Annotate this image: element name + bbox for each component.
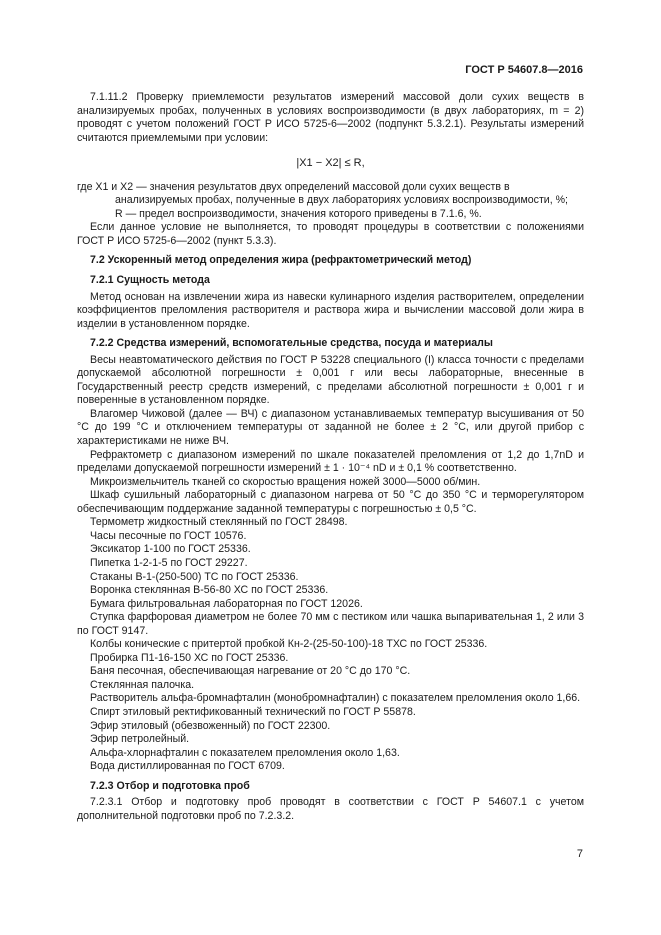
equipment-item: Эфир петролейный. xyxy=(90,733,190,746)
equipment-item: Весы неавтоматического действия по ГОСТ Р 53228 специального (I) класса точности с пределами допускаемой абсолютной погрешности ± 0,001 г или весы лабораторные, внесенные в Государственный реестр средств измерений, с пределами абсолютной погрешности ± 0,001 г и поверенные в установленном порядке. xyxy=(77,353,584,407)
equipment-item: Пробирка П1-16-150 ХС по ГОСТ 25336. xyxy=(90,651,289,664)
heading-7-2-3: 7.2.3 Отбор и подготовка проб xyxy=(90,779,250,792)
equipment-item: Бумага фильтровальная лабораторная по ГОСТ 12026. xyxy=(90,597,363,610)
equipment-item: Альфа-хлорнафталин с показателем преломления около 1,63. xyxy=(90,746,400,759)
equipment-item: Баня песочная, обеспечивающая нагревание от 20 °С до 170 °С. xyxy=(90,665,411,678)
equipment-item: Термометр жидкостный стеклянный по ГОСТ 28498. xyxy=(90,516,348,529)
equipment-item: Ступка фарфоровая диаметром не более 70 мм с пестиком или чашка выпаривательная 1, 2 или 3 по ГОСТ 9147. xyxy=(77,611,584,637)
heading-7-2: 7.2 Ускоренный метод определения жира (рефрактометрический метод) xyxy=(90,254,472,267)
equipment-item: Эфир этиловый (обезвоженный) по ГОСТ 22300. xyxy=(90,719,331,732)
equipment-item: Влагомер Чижовой (далее — ВЧ) с диапазоном устанавливаемых температур высушивания от 50 °С до 199 °С и отключением температуры от заданной не более ± 2 °С, или другой прибор с характеристиками не ниже ВЧ. xyxy=(77,407,584,448)
equipment-item: Пипетка 1-2-1-5 по ГОСТ 29227. xyxy=(90,556,248,569)
paragraph-7-1-11-2: 7.1.11.2 Проверку приемлемости результатов измерений массовой доли сухих веществ в анализируемых пробах, полученных в условиях воспроизводимости (в двух лабораториях, m = 2) проводят с учетом положений ГОСТ Р ИСО 5725-6—2002 (подпункт 5.3.2.1). Результаты измерений считаются приемлемыми при условии: xyxy=(77,91,584,144)
formula: |X1 − X2| ≤ R, xyxy=(296,157,365,170)
document-body xyxy=(77,91,584,823)
equipment-item: Вода дистиллированная по ГОСТ 6709. xyxy=(90,760,285,773)
document-header: ГОСТ Р 54607.8—2016 xyxy=(465,64,583,76)
equipment-item: Стеклянная палочка. xyxy=(90,678,195,691)
page-number: 7 xyxy=(576,848,583,860)
heading-7-2-1: 7.2.1 Сущность метода xyxy=(90,274,210,287)
heading-7-2-2: 7.2.2 Средства измерений, вспомогательные средства, посуда и материалы xyxy=(90,337,493,350)
equipment-item: Растворитель альфа-бромнафталин (монобромнафталин) с показателем преломления около 1,66. xyxy=(90,692,581,705)
equipment-item: Микроизмельчитель тканей со скоростью вращения ножей 3000—5000 об/мин. xyxy=(90,475,481,488)
equipment-item: Стаканы В-1-(250-500) ТС по ГОСТ 25336. xyxy=(90,570,299,583)
equipment-item: Воронка стеклянная В-56-80 ХС по ГОСТ 25336. xyxy=(90,584,329,597)
equipment-item: Спирт этиловый ректификованный технический по ГОСТ Р 55878. xyxy=(90,705,416,718)
paragraph-7-2-1: Метод основан на извлечении жира из навески кулинарного изделия растворителем, определении коэффициентов преломления растворителя и раствора жира и вычислении массовой доли жира в изделии в установленном порядке. xyxy=(77,290,584,330)
formula-definition-x: где X1 и X2 — значения результатов двух определений массовой доли сухих веществ в анализируемых пробах, полученные в двух лабораториях условиях воспроизводимости, %; xyxy=(77,180,568,207)
equipment-item: Рефрактометр с диапазоном измерений по шкале показателей преломления от 1,2 до 1,7nD и пределами допускаемой погрешности измерений ± 1 · 10⁻⁴ nD и ± 0,1 % соответственно. xyxy=(77,448,584,475)
paragraph-7-2-3-1: 7.2.3.1 Отбор и подготовку проб проводят в соответствии с ГОСТ Р 54607.1 с учетом дополнительной подготовки проб по 7.2.3.2. xyxy=(77,796,584,822)
equipment-item: Часы песочные по ГОСТ 10576. xyxy=(90,529,247,542)
equipment-item: Шкаф сушильный лабораторный с диапазоном нагрева от 50 °С до 350 °С и терморегулятором обеспечивающим поддержание заданной температуры с погрешностью ± 0,5 °С. xyxy=(77,489,584,515)
equipment-item: Колбы конические с притертой пробкой Кн-2-(25-50-100)-18 ТХС по ГОСТ 25336. xyxy=(90,638,488,651)
formula-definition-r: R — предел воспроизводимости, значения которого приведены в 7.1.6, %. xyxy=(115,207,482,220)
paragraph-condition: Если данное условие не выполняется, то проводят процедуры в соответствии с положениями ГОСТ Р ИСО 5725-6—2002 (пункт 5.3.3). xyxy=(77,221,584,247)
equipment-item: Эксикатор 1-100 по ГОСТ 25336. xyxy=(90,543,251,556)
